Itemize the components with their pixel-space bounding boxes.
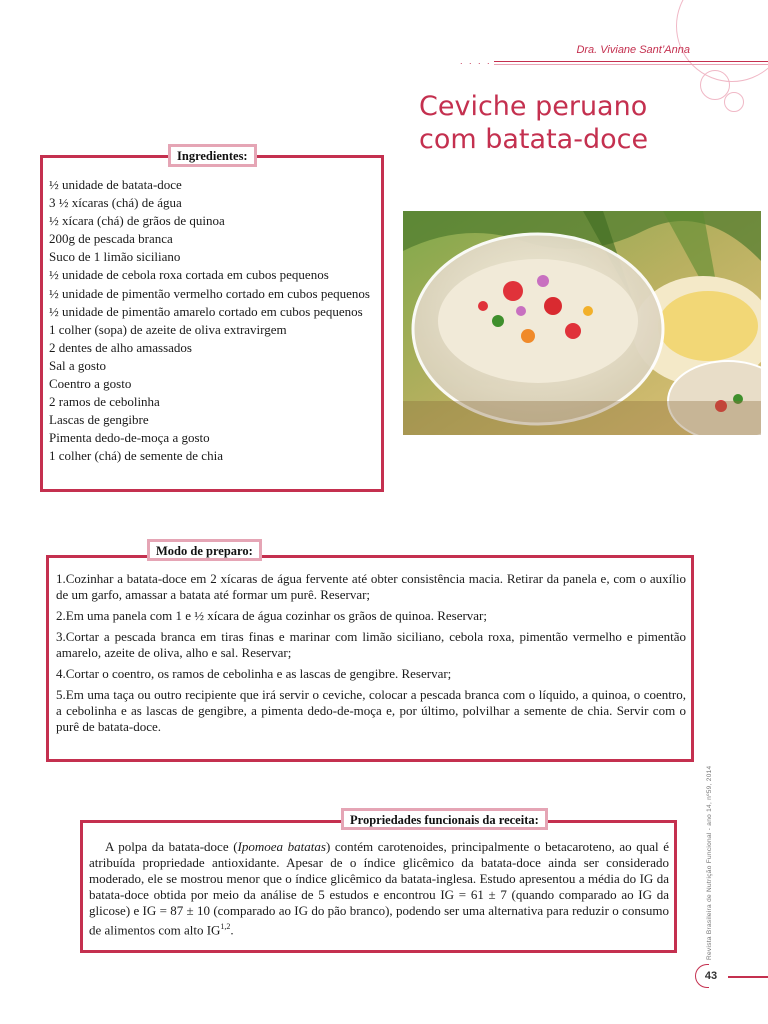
preparation-step: 5.Em uma taça ou outro recipiente que irá servir o ceviche, colocar a pescada branca com o líquido, a quinoa, o coentro, a cebolinha e as lascas de gengibre, a pimenta dedo-de-moça e, por último, polvilhar a semente de chia. Servir com o purê de batata-doce.: [56, 687, 686, 734]
ingredient-item: 2 dentes de alho amassados: [49, 339, 192, 355]
ingredient-item: 2 ramos de cebolinha: [49, 394, 160, 410]
footer-rule: [728, 976, 768, 978]
preparation-step: 3.Cortar a pescada branca em tiras finas e marinar com limão siciliano, cebola roxa, pimentão vermelho e pimentão amarelo, azeite de oliva, alho e sal. Reservar;: [56, 629, 686, 660]
ingredient-item: Pimenta dedo-de-moça a gosto: [49, 430, 210, 446]
ingredient-item: ½ xícara (chá) de grãos de quinoa: [49, 213, 225, 229]
ingredient-item: Lascas de gengibre: [49, 412, 149, 428]
ingredient-item: ½ unidade de pimentão amarelo cortado em cubos pequenos: [49, 303, 363, 319]
ingredient-item: ½ unidade de batata-doce: [49, 177, 182, 192]
species-name: Ipomoea batatas: [237, 839, 326, 854]
properties-text: [89, 839, 669, 938]
ingredient-item: 1 colher (chá) de semente de chia: [49, 448, 223, 464]
header-dots: . . . .: [460, 56, 492, 66]
preparation-step: 2.Em uma panela com 1 e ½ xícara de água cozinhar os grãos de quinoa. Reservar;: [56, 608, 487, 623]
header-rule: [494, 61, 768, 62]
title-line-1: Ceviche peruano: [419, 91, 648, 122]
page-number: 43: [704, 970, 718, 982]
ingredient-item: Coentro a gosto: [49, 376, 132, 392]
preparation-step: 1.Cozinhar a batata-doce em 2 xícaras de água fervente até obter consistência macia. Retirar da panela e, com o auxílio de um garfo, amassar a batata até formar um purê. Reservar;: [56, 571, 686, 602]
ingredients-list: [49, 176, 370, 466]
recipe-title: [419, 90, 739, 156]
preparation-label: Modo de preparo:: [147, 539, 262, 561]
properties-paragraph: A polpa da batata-doce (Ipomoea batatas) contém carotenoides, principalmente o betacaroteno, ao qual é atribuída propriedade antioxidante. Apesar de o índice glicêmico da batata-doce ainda ser considerado moderado, ele se mostrou menor que o índice glicêmico da batata-inglesa. Estudo apresentou a média do IG da batata-doce obtida por meio da análise de 5 estudos e encontrou IG = 61 ± 7 (quando comparado ao IG da glicose) e IG = 87 ± 10 (comparado ao IG do pão branco), podendo ser uma alternativa para reduzir o consumo de alimentos com alto IG$^{1,2}$.: [89, 839, 670, 938]
ingredient-item: ½ unidade de cebola roxa cortada em cubos pequenos: [49, 267, 329, 283]
ingredient-item: Suco de 1 limão siciliano: [49, 249, 181, 265]
ingredients-label: Ingredientes:: [168, 144, 257, 167]
properties-label: Propriedades funcionais da receita:: [341, 808, 548, 830]
ceviche-photo: [403, 211, 761, 435]
title-line-2: com batata-doce: [419, 124, 649, 155]
ingredient-item: 1 colher (sopa) de azeite de oliva extravirgem: [49, 321, 287, 337]
ingredient-item: Sal a gosto: [49, 357, 107, 373]
reference-superscript: 1,2: [220, 922, 231, 931]
ingredient-item: 200g de pescada branca: [49, 231, 173, 247]
ingredient-item: ½ unidade de pimentão vermelho cortado em cubos pequenos: [49, 285, 370, 301]
ingredient-item: 3 ½ xícaras (chá) de água: [49, 195, 182, 211]
author-name: Dra. Viviane Sant’Anna: [576, 44, 690, 56]
preparation-steps: [56, 571, 686, 740]
header-rule-secondary: [494, 64, 768, 65]
journal-sidebar-text: Revista Brasileira de Nutrição Funcional - ano 14, nº59, 2014: [706, 765, 713, 960]
preparation-step: 4.Cortar o coentro, os ramos de cebolinha e as lascas de gengibre. Reservar;: [56, 666, 452, 681]
